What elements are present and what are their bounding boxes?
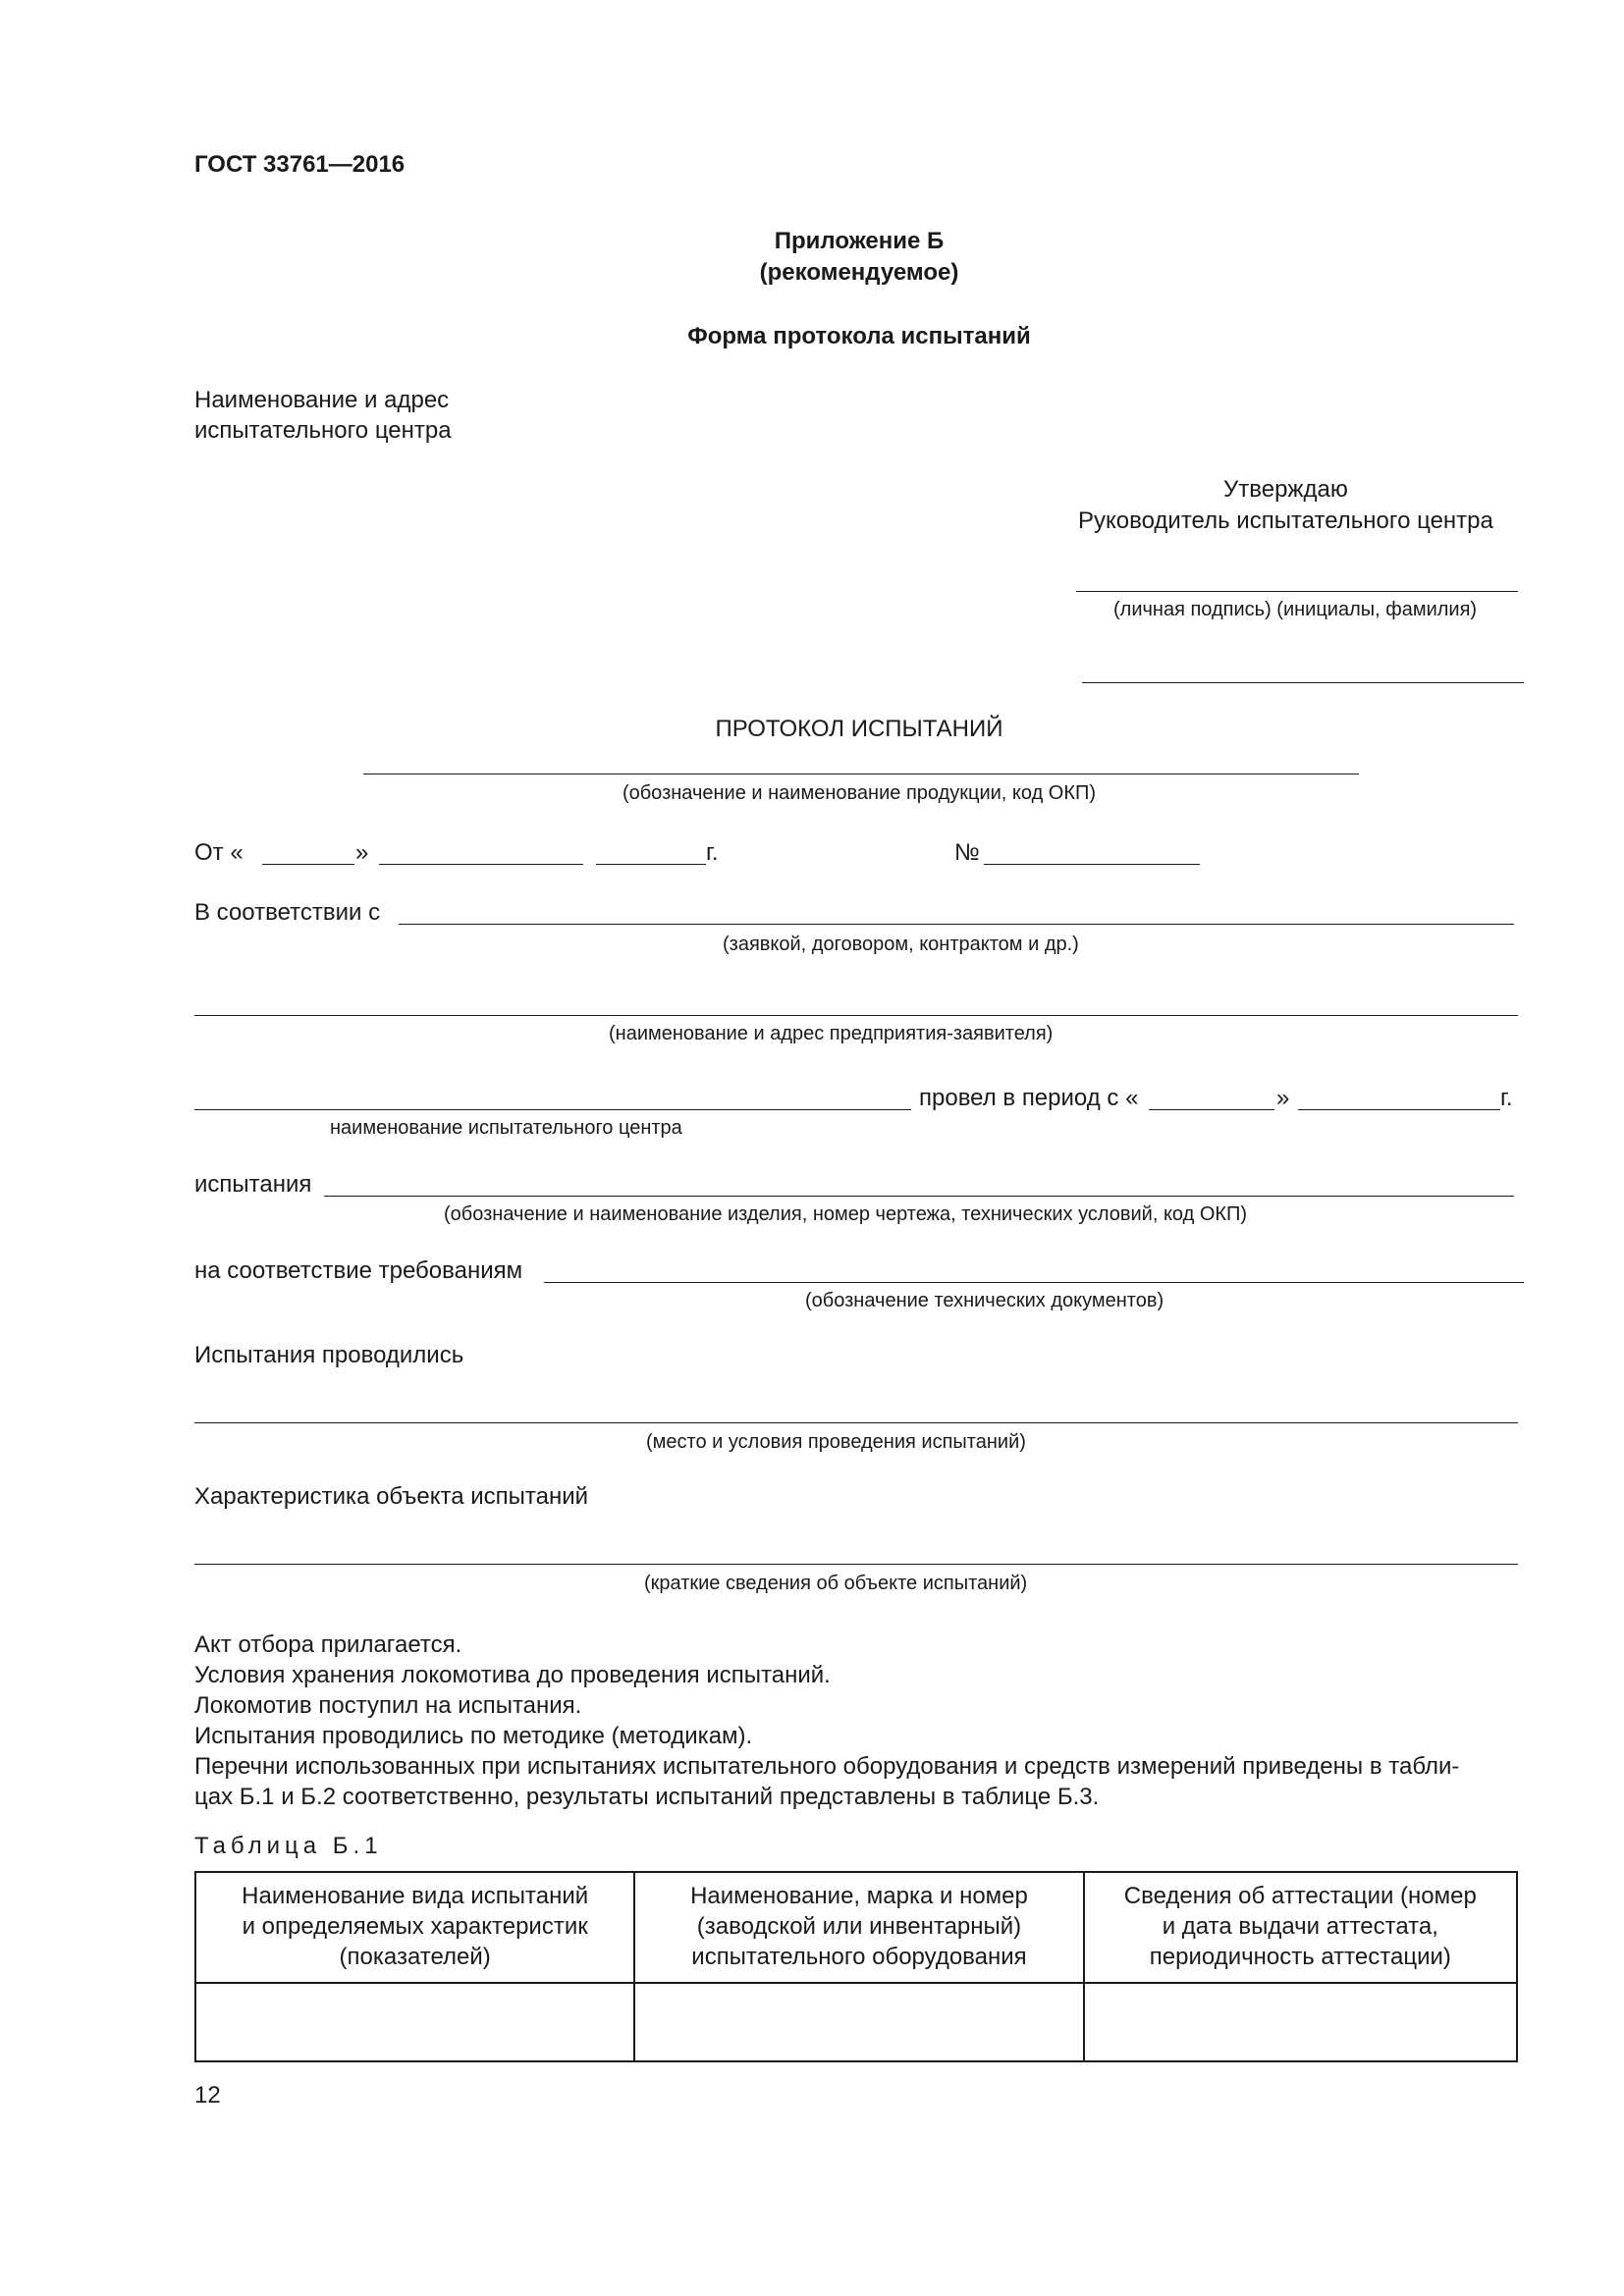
protocol-title: ПРОТОКОЛ ИСПЫТАНИЙ	[715, 716, 1003, 742]
org-name-label-line2: испытательного центра	[194, 417, 452, 444]
approver-title: Руководитель испытательного центра	[1078, 507, 1493, 534]
tests-caption: (обозначение и наименование изделия, номер чертежа, технических условий, код ОКП)	[444, 1203, 1248, 1225]
accordance-line	[399, 924, 1514, 925]
object-label: Характеристика объекта испытаний	[194, 1483, 589, 1510]
table-cell	[1084, 1983, 1517, 2061]
note-equipment-line1: Перечни использованных при испытаниях испытательного оборудования и средств измерений приведены в табли-	[194, 1753, 1460, 1780]
table-cell	[634, 1983, 1083, 2061]
table-header-equipment: Наименование, марка и номер (заводской или инвентарный) испытательного оборудования	[634, 1872, 1083, 1983]
year-suffix: г.	[706, 839, 719, 866]
tests-line	[324, 1196, 1514, 1197]
period-day-line	[1149, 1109, 1274, 1110]
conducted-caption: (место и условия проведения испытаний)	[646, 1431, 1026, 1453]
period-month-line	[1298, 1109, 1500, 1110]
table-header-test-type: Наименование вида испытаний и определяемых характеристик (показателей)	[195, 1872, 634, 1983]
requirements-line	[544, 1282, 1524, 1283]
month-line	[379, 864, 583, 865]
requirements-label: на соответствие требованиям	[194, 1257, 523, 1284]
test-center-caption: наименование испытательного центра	[330, 1117, 682, 1139]
page-number: 12	[194, 2082, 221, 2109]
object-caption: (краткие сведения об объекте испытаний)	[644, 1573, 1028, 1594]
note-equipment-line2: цах Б.1 и Б.2 соответственно, результаты испытаний представлены в таблице Б.3.	[194, 1784, 1100, 1810]
table-row	[195, 1983, 1517, 2061]
note-arrival: Локомотив поступил на испытания.	[194, 1692, 582, 1719]
note-method: Испытания проводились по методике (методикам).	[194, 1723, 753, 1749]
applicant-line	[194, 1015, 1518, 1016]
document-code: ГОСТ 33761—2016	[194, 151, 406, 178]
note-sampling-act: Акт отбора прилагается.	[194, 1631, 462, 1658]
accordance-label: В соответствии с	[194, 899, 381, 926]
applicant-caption: (наименование и адрес предприятия-заявителя)	[609, 1023, 1054, 1044]
tests-label: испытания	[194, 1171, 312, 1198]
notes-block	[194, 1629, 1518, 1812]
conducted-line	[194, 1422, 1518, 1423]
table-label: Таблица Б.1	[194, 1833, 383, 1859]
date-from-label: От «	[194, 839, 244, 866]
note-storage-conditions: Условия хранения локомотива до проведения испытаний.	[194, 1662, 831, 1688]
date-close-quote: »	[355, 839, 369, 866]
conducted-label: Испытания проводились	[194, 1342, 464, 1368]
form-title: Форма протокола испытаний	[687, 323, 1031, 349]
year-line	[596, 864, 706, 865]
org-name-label-line1: Наименование и адрес	[194, 387, 450, 413]
appendix-title: Приложение Б	[774, 228, 945, 254]
period-label: провел в период с «	[919, 1085, 1139, 1111]
approve-label: Утверждаю	[1223, 476, 1348, 503]
number-line	[984, 864, 1200, 865]
day-line	[262, 864, 354, 865]
table-cell	[195, 1983, 634, 2061]
appendix-status: (рекомендуемое)	[759, 259, 959, 286]
signature-line	[1076, 591, 1518, 592]
number-label: №	[954, 839, 980, 866]
equipment-table	[194, 1871, 1518, 2062]
period-year-suffix: г.	[1500, 1085, 1513, 1111]
table-header-certification: Сведения об аттестации (номер и дата выдачи аттестата, периодичность аттестации)	[1084, 1872, 1517, 1983]
period-close-quote: »	[1276, 1085, 1290, 1111]
object-line	[194, 1564, 1518, 1565]
test-center-line	[194, 1109, 911, 1110]
requirements-caption: (обозначение технических документов)	[805, 1290, 1164, 1311]
signature-caption: (личная подпись) (инициалы, фамилия)	[1113, 599, 1478, 620]
product-caption: (обозначение и наименование продукции, код ОКП)	[622, 782, 1097, 804]
approval-date-line	[1082, 682, 1524, 683]
accordance-caption: (заявкой, договором, контрактом и др.)	[723, 934, 1079, 955]
